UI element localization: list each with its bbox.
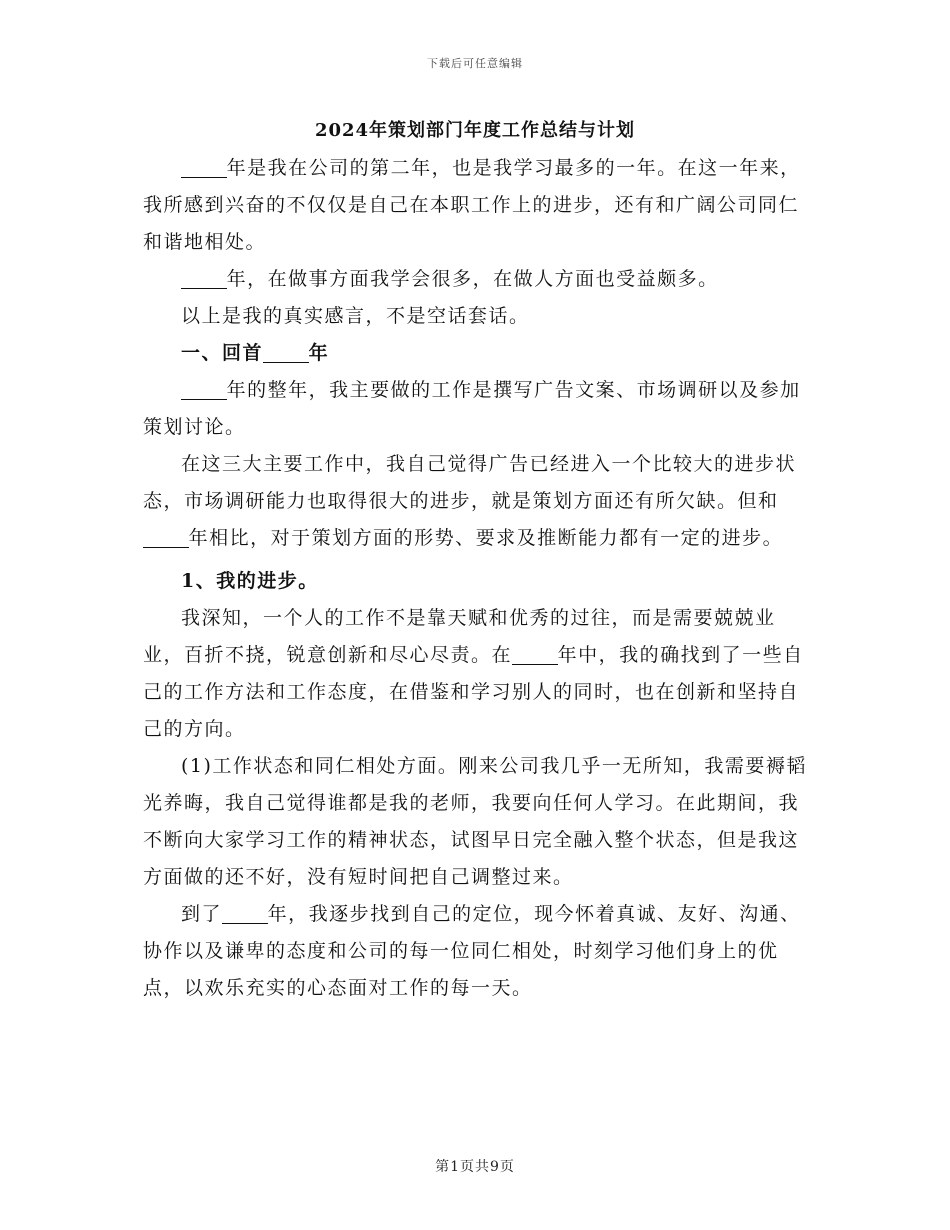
- document-title: 2024年策划部门年度工作总结与计划: [314, 120, 636, 141]
- section-heading-progress: 1、我的进步。: [181, 570, 319, 592]
- paragraph-6: [143, 600, 813, 748]
- paragraph-1: [143, 150, 813, 261]
- section-heading-review: [143, 335, 813, 372]
- paragraph-1-text: 年是我在公司的第二年，也是我学习最多的一年。在这一年来，我所感到兴奋的不仅仅是自己在本职工作上的进步，还有和广阔公司同仁和谐地相处。: [143, 157, 801, 253]
- paragraph-6-text-before: 我深知，一个人的工作不是靠天赋和优秀的过往，而是需要兢兢业业，百折不挠，锐意创新和尽心尽责。在: [143, 607, 776, 666]
- document-body: [143, 150, 813, 1007]
- paragraph-7: (1)工作状态和同仁相处方面。刚来公司我几乎一无所知，我需要褥韬光养晦，我自己觉得谁都是我的老师，我要向任何人学习。在此期间，我不断向大家学习工作的精神状态，试图早日完全融入整个状态，但是我这方面做的还不好，没有短时间把自己调整过来。: [143, 755, 807, 888]
- paragraph-4-text: 年的整年，我主要做的工作是撰写广告文案、市场调研以及参加策划讨论。: [143, 379, 801, 438]
- fill-in-blank: [181, 158, 227, 178]
- header-note: 下载后可任意编辑: [427, 57, 523, 70]
- fill-in-blank: [512, 645, 558, 665]
- paragraph-2: [143, 261, 813, 298]
- fill-in-blank: [181, 269, 227, 289]
- paragraph-5-text-after: 年相比，对于策划方面的形势、要求及推断能力都有一定的进步。: [188, 527, 784, 549]
- paragraph-4: [143, 372, 813, 446]
- paragraph-5: [143, 446, 813, 557]
- paragraph-6-text-after: 年中，我的确找到了一些自己的工作方法和工作态度，在借鉴和学习别人的同时，也在创新和坚持自己的方向。: [143, 644, 804, 740]
- paragraph-2-text: 年，在做事方面我学会很多，在做人方面也受益颇多。: [226, 268, 719, 290]
- paragraph-8: [143, 896, 813, 1007]
- fill-in-blank: [143, 528, 189, 548]
- paragraph-3: 以上是我的真实感言，不是空话套话。: [181, 305, 530, 327]
- fill-in-blank: [263, 343, 309, 363]
- page-footer: 第1页共9页: [435, 1159, 515, 1175]
- heading-text-before: 一、回首: [181, 342, 264, 364]
- paragraph-5-text-before: 在这三大主要工作中，我自己觉得广告已经进入一个比较大的进步状态，市场调研能力也取得很大的进步，就是策划方面还有所欠缺。但和: [143, 453, 797, 512]
- fill-in-blank: [222, 904, 268, 924]
- heading-text-after: 年: [308, 342, 330, 364]
- fill-in-blank: [181, 380, 227, 400]
- paragraph-8-text-before: 到了: [181, 903, 223, 925]
- paragraph-8-text-after: 年，我逐步找到自己的定位，现今怀着真诚、友好、沟通、协作以及谦卑的态度和公司的每一位同仁相处，时刻学习他们身上的优点，以欢乐充实的心态面对工作的每一天。: [143, 903, 801, 999]
